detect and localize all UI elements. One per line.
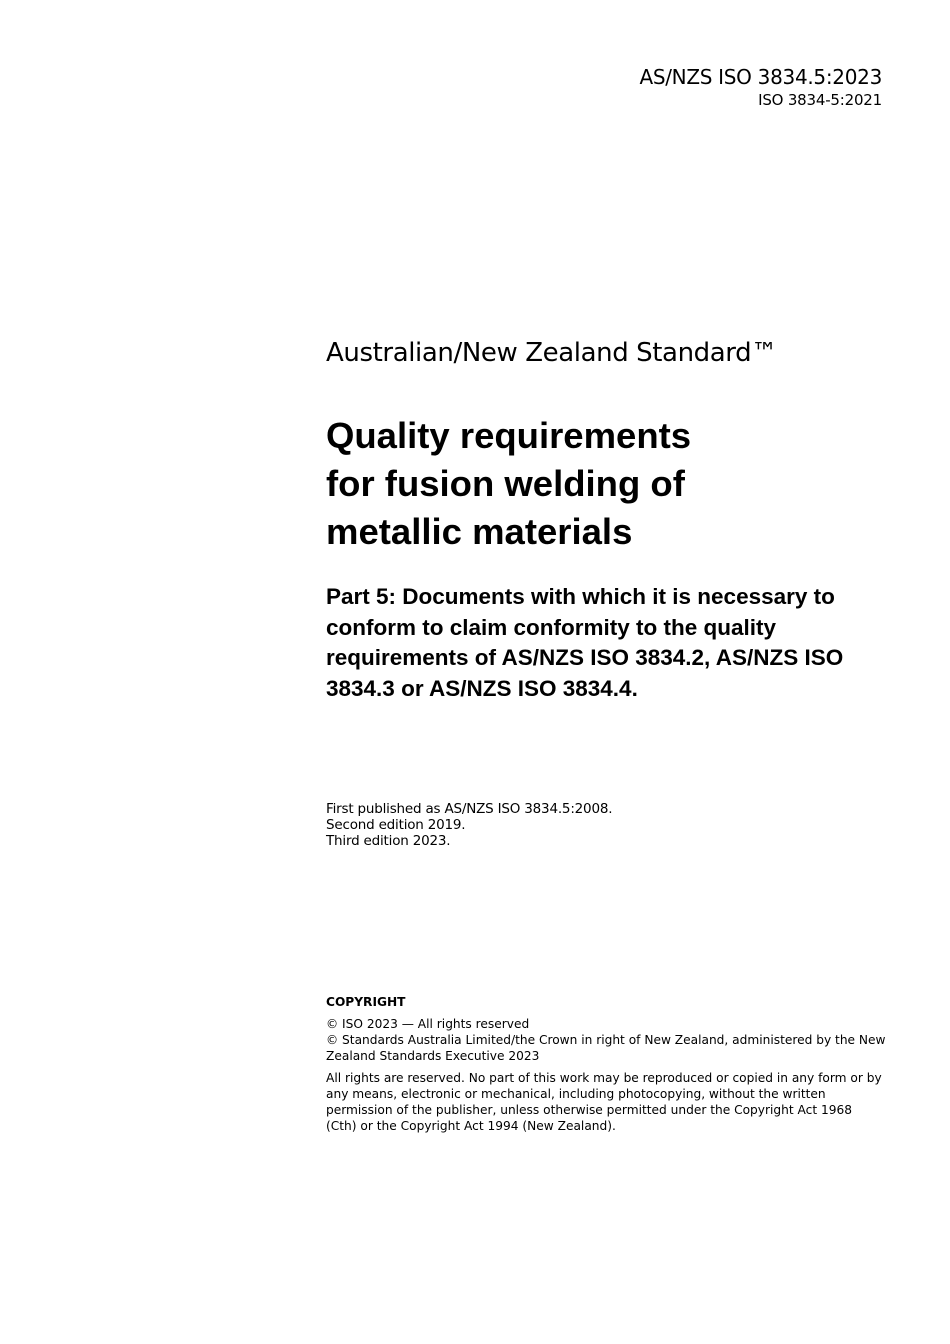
document-title (326, 412, 886, 556)
publication-history (326, 801, 886, 849)
document-identifier (639, 64, 882, 110)
title-line: metallic materials (326, 511, 633, 552)
history-line: Third edition 2023. (326, 833, 451, 849)
copyright-notice (326, 994, 886, 1140)
copyright-iso: © ISO 2023 — All rights reserved (326, 1017, 530, 1031)
history-line: Second edition 2019. (326, 817, 466, 833)
title-line: for fusion welding of (326, 463, 685, 504)
standard-series: Australian/New Zealand Standard™ (326, 338, 777, 368)
history-line: First published as AS/NZS ISO 3834.5:2008. (326, 801, 613, 817)
standard-number: AS/NZS ISO 3834.5:2023 (639, 65, 882, 89)
copyright-statements (326, 1016, 886, 1064)
document-subtitle: Part 5: Documents with which it is necessary to conform to claim conformity to the quality requirements of AS/NZS ISO 3834.2, AS/NZS ISO 3834.3 or AS/NZS ISO 3834.4. (326, 584, 844, 701)
rights-reserved-text: All rights are reserved. No part of this work may be reproduced or copied in any form or by any means, electronic or mechanical, including photocopying, without the written permission of the publisher, unless otherwise permitted under the Copyright Act 1968 (Cth) or the Copyright Act 1994 (New Zealand). (326, 1071, 882, 1133)
iso-number: ISO 3834-5:2021 (758, 91, 882, 109)
copyright-heading: COPYRIGHT (326, 995, 406, 1009)
title-line: Quality requirements (326, 415, 692, 456)
copyright-standards-australia: © Standards Australia Limited/the Crown in right of New Zealand, administered by the New Zealand Standards Executive 2023 (326, 1033, 886, 1063)
